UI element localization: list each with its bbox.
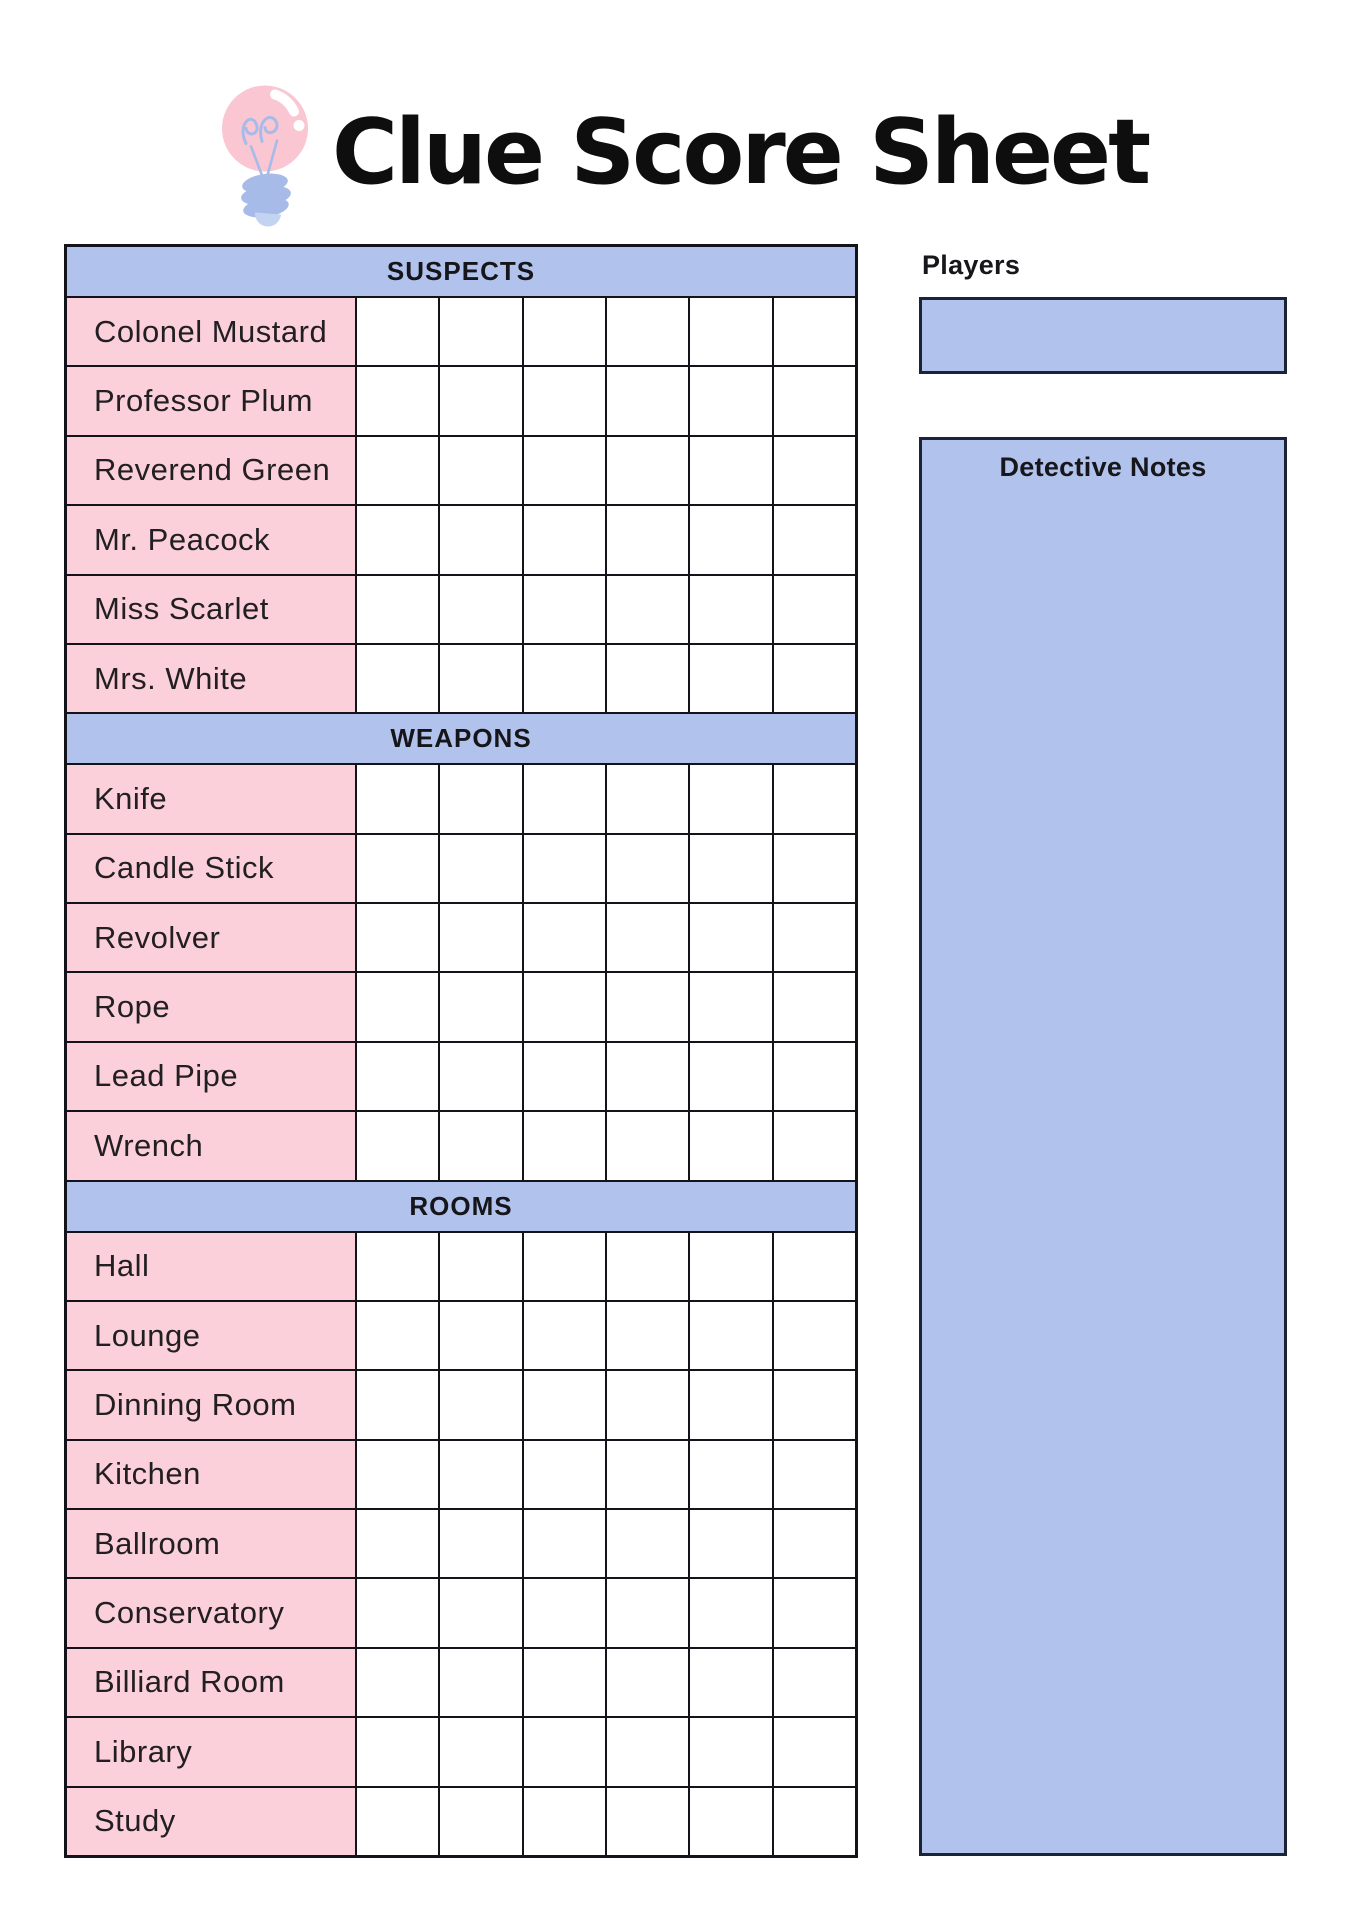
table-row [67, 1718, 855, 1787]
row-label: Colonel Mustard [67, 298, 357, 365]
mark-cell[interactable] [774, 576, 855, 643]
mark-cell[interactable] [774, 506, 855, 573]
table-row [67, 1302, 855, 1371]
mark-cell[interactable] [774, 1233, 855, 1300]
mark-cell[interactable] [774, 1788, 855, 1855]
mark-cell[interactable] [357, 1649, 440, 1716]
row-label: Hall [67, 1233, 357, 1300]
mark-cell[interactable] [607, 1233, 690, 1300]
table-row [67, 437, 855, 506]
mark-cell[interactable] [607, 1510, 690, 1577]
mark-cell[interactable] [524, 765, 607, 832]
mark-cell[interactable] [690, 1510, 773, 1577]
mark-cell[interactable] [774, 437, 855, 504]
mark-cell[interactable] [524, 437, 607, 504]
mark-cell[interactable] [690, 1788, 773, 1855]
mark-cell[interactable] [607, 1441, 690, 1508]
row-label: Miss Scarlet [67, 576, 357, 643]
table-row [67, 1441, 855, 1510]
mark-cell[interactable] [440, 765, 523, 832]
mark-cell[interactable] [357, 437, 440, 504]
table-row [67, 904, 855, 973]
mark-cell[interactable] [524, 1718, 607, 1785]
mark-cell[interactable] [524, 1302, 607, 1369]
players-label: Players [922, 250, 1021, 280]
table-row [67, 1579, 855, 1648]
mark-cell[interactable] [607, 437, 690, 504]
mark-cell[interactable] [690, 1043, 773, 1110]
section-header-weapons: WEAPONS [67, 714, 855, 765]
mark-cell[interactable] [357, 1112, 440, 1179]
section-header-suspects: SUSPECTS [67, 247, 855, 298]
table-row [67, 1788, 855, 1855]
table-row [67, 506, 855, 575]
mark-cell[interactable] [607, 1649, 690, 1716]
mark-cell[interactable] [357, 835, 440, 902]
mark-cell[interactable] [524, 645, 607, 712]
table-row [67, 1112, 855, 1181]
table-row [67, 1649, 855, 1718]
table-row [67, 765, 855, 834]
mark-cell[interactable] [774, 1371, 855, 1438]
mark-cell[interactable] [774, 973, 855, 1040]
mark-cell[interactable] [357, 765, 440, 832]
mark-cell[interactable] [357, 1371, 440, 1438]
row-label: Ballroom [67, 1510, 357, 1577]
mark-cell[interactable] [440, 1718, 523, 1785]
mark-cell[interactable] [524, 506, 607, 573]
table-row [67, 835, 855, 904]
mark-cell[interactable] [690, 973, 773, 1040]
mark-cell[interactable] [607, 1718, 690, 1785]
mark-cell[interactable] [524, 1441, 607, 1508]
mark-cell[interactable] [357, 904, 440, 971]
mark-cell[interactable] [524, 1510, 607, 1577]
mark-cell[interactable] [440, 1043, 523, 1110]
mark-cell[interactable] [690, 437, 773, 504]
mark-cell[interactable] [690, 645, 773, 712]
mark-cell[interactable] [524, 1233, 607, 1300]
row-label: Mrs. White [67, 645, 357, 712]
table-row [67, 645, 855, 714]
mark-cell[interactable] [440, 1302, 523, 1369]
table-row [67, 367, 855, 436]
detective-notes-box[interactable] [919, 437, 1287, 1856]
mark-cell[interactable] [440, 1441, 523, 1508]
row-label: Rope [67, 973, 357, 1040]
mark-cell[interactable] [774, 1441, 855, 1508]
mark-cell[interactable] [440, 1112, 523, 1179]
mark-cell[interactable] [524, 973, 607, 1040]
mark-cell[interactable] [690, 1718, 773, 1785]
mark-cell[interactable] [440, 1788, 523, 1855]
row-label: Kitchen [67, 1441, 357, 1508]
row-label: Knife [67, 765, 357, 832]
mark-cell[interactable] [607, 1579, 690, 1646]
mark-cell[interactable] [607, 973, 690, 1040]
players-input-box[interactable] [919, 297, 1287, 374]
mark-cell[interactable] [524, 576, 607, 643]
mark-cell[interactable] [440, 973, 523, 1040]
mark-cell[interactable] [357, 1510, 440, 1577]
table-row [67, 576, 855, 645]
mark-cell[interactable] [690, 1371, 773, 1438]
row-label: Dinning Room [67, 1371, 357, 1438]
mark-cell[interactable] [607, 298, 690, 365]
mark-cell[interactable] [607, 576, 690, 643]
mark-cell[interactable] [690, 1302, 773, 1369]
mark-cell[interactable] [357, 1302, 440, 1369]
mark-cell[interactable] [440, 1510, 523, 1577]
page-title: Clue Score Sheet [332, 100, 1149, 205]
mark-cell[interactable] [357, 1579, 440, 1646]
mark-cell[interactable] [524, 1788, 607, 1855]
row-label: Library [67, 1718, 357, 1785]
mark-cell[interactable] [607, 1371, 690, 1438]
row-label: Mr. Peacock [67, 506, 357, 573]
mark-cell[interactable] [524, 835, 607, 902]
mark-cell[interactable] [774, 904, 855, 971]
table-row [67, 1510, 855, 1579]
mark-cell[interactable] [357, 645, 440, 712]
mark-cell[interactable] [607, 904, 690, 971]
mark-cell[interactable] [524, 904, 607, 971]
mark-cell[interactable] [774, 1510, 855, 1577]
table-row [67, 298, 855, 367]
mark-cell[interactable] [774, 1112, 855, 1179]
mark-cell[interactable] [690, 765, 773, 832]
score-table [64, 244, 858, 1858]
row-label: Professor Plum [67, 367, 357, 434]
mark-cell[interactable] [774, 645, 855, 712]
mark-cell[interactable] [607, 506, 690, 573]
mark-cell[interactable] [440, 506, 523, 573]
mark-cell[interactable] [607, 765, 690, 832]
mark-cell[interactable] [774, 765, 855, 832]
mark-cell[interactable] [357, 1718, 440, 1785]
mark-cell[interactable] [690, 1579, 773, 1646]
mark-cell[interactable] [607, 1788, 690, 1855]
mark-cell[interactable] [690, 1233, 773, 1300]
mark-cell[interactable] [440, 367, 523, 434]
detective-notes-title: Detective Notes [999, 452, 1207, 482]
mark-cell[interactable] [690, 1649, 773, 1716]
mark-cell[interactable] [774, 1302, 855, 1369]
mark-cell[interactable] [440, 904, 523, 971]
table-row [67, 1043, 855, 1112]
row-label: Wrench [67, 1112, 357, 1179]
row-label: Candle Stick [67, 835, 357, 902]
mark-cell[interactable] [357, 973, 440, 1040]
mark-cell[interactable] [607, 645, 690, 712]
mark-cell[interactable] [607, 367, 690, 434]
sheet-header [0, 70, 1351, 235]
mark-cell[interactable] [524, 1043, 607, 1110]
mark-cell[interactable] [774, 1718, 855, 1785]
mark-cell[interactable] [524, 1371, 607, 1438]
row-label: Reverend Green [67, 437, 357, 504]
mark-cell[interactable] [440, 645, 523, 712]
row-label: Lead Pipe [67, 1043, 357, 1110]
mark-cell[interactable] [357, 576, 440, 643]
mark-cell[interactable] [357, 506, 440, 573]
mark-cell[interactable] [357, 298, 440, 365]
mark-cell[interactable] [440, 437, 523, 504]
mark-cell[interactable] [774, 1579, 855, 1646]
mark-cell[interactable] [357, 1233, 440, 1300]
mark-cell[interactable] [440, 1579, 523, 1646]
mark-cell[interactable] [774, 1649, 855, 1716]
table-row [67, 1371, 855, 1440]
mark-cell[interactable] [357, 367, 440, 434]
mark-cell[interactable] [690, 904, 773, 971]
mark-cell[interactable] [607, 835, 690, 902]
table-row [67, 973, 855, 1042]
mark-cell[interactable] [357, 1043, 440, 1110]
mark-cell[interactable] [690, 298, 773, 365]
mark-cell[interactable] [524, 1649, 607, 1716]
mark-cell[interactable] [440, 298, 523, 365]
mark-cell[interactable] [440, 835, 523, 902]
mark-cell[interactable] [607, 1302, 690, 1369]
mark-cell[interactable] [440, 1233, 523, 1300]
table-row [67, 1233, 855, 1302]
mark-cell[interactable] [774, 835, 855, 902]
row-label: Billiard Room [67, 1649, 357, 1716]
mark-cell[interactable] [607, 1112, 690, 1179]
mark-cell[interactable] [774, 1043, 855, 1110]
mark-cell[interactable] [690, 506, 773, 573]
lightbulb-icon [215, 80, 315, 235]
row-label: Revolver [67, 904, 357, 971]
row-label: Lounge [67, 1302, 357, 1369]
mark-cell[interactable] [357, 1441, 440, 1508]
mark-cell[interactable] [607, 1043, 690, 1110]
mark-cell[interactable] [690, 1441, 773, 1508]
mark-cell[interactable] [357, 1788, 440, 1855]
row-label: Study [67, 1788, 357, 1855]
mark-cell[interactable] [524, 298, 607, 365]
section-header-rooms: ROOMS [67, 1182, 855, 1233]
mark-cell[interactable] [690, 576, 773, 643]
mark-cell[interactable] [440, 1371, 523, 1438]
mark-cell[interactable] [440, 1649, 523, 1716]
mark-cell[interactable] [690, 1112, 773, 1179]
mark-cell[interactable] [774, 298, 855, 365]
mark-cell[interactable] [774, 367, 855, 434]
mark-cell[interactable] [440, 576, 523, 643]
mark-cell[interactable] [524, 367, 607, 434]
mark-cell[interactable] [524, 1579, 607, 1646]
mark-cell[interactable] [690, 367, 773, 434]
mark-cell[interactable] [524, 1112, 607, 1179]
row-label: Conservatory [67, 1579, 357, 1646]
mark-cell[interactable] [690, 835, 773, 902]
